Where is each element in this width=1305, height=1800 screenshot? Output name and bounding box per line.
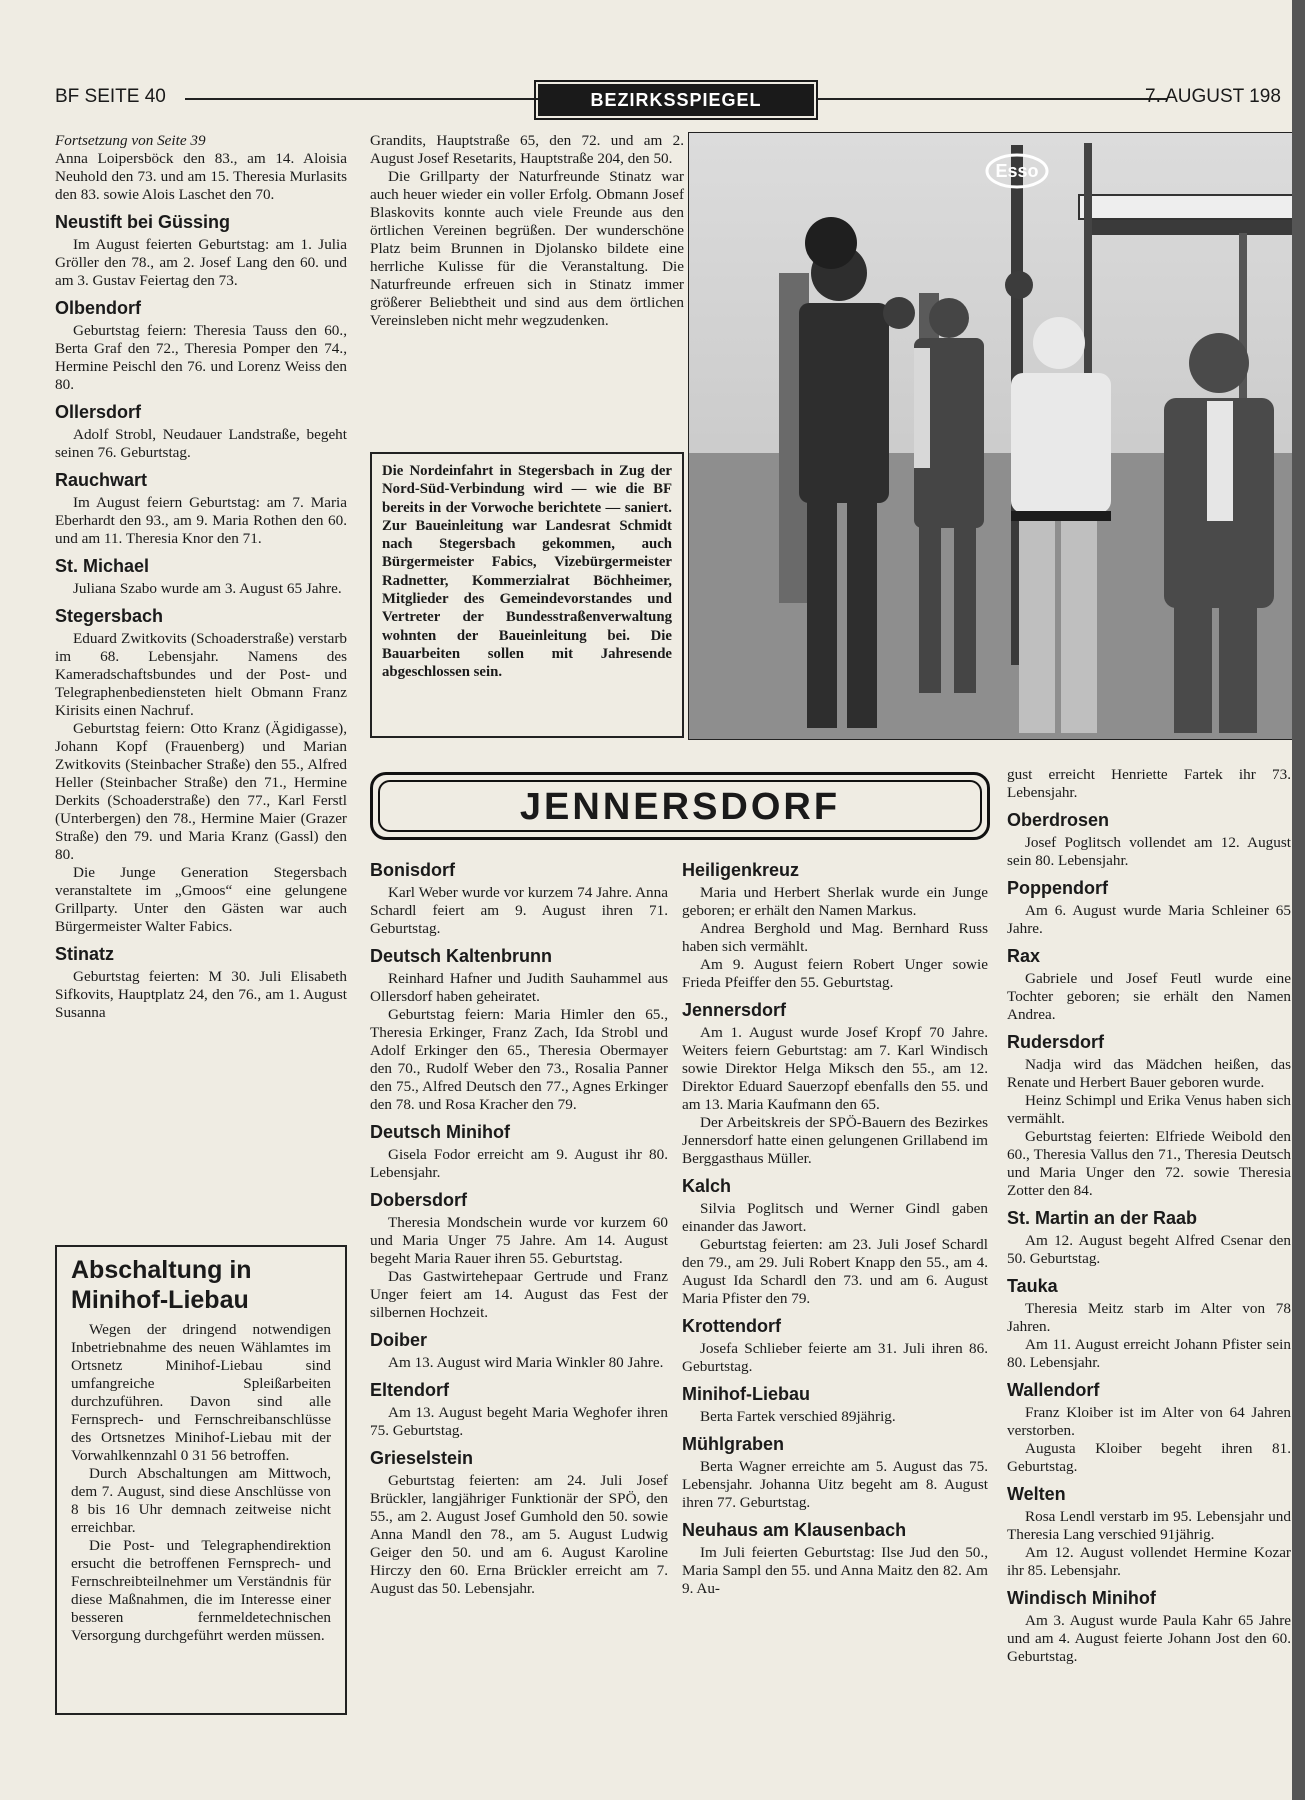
place-heading: Ollersdorf (55, 402, 142, 422)
article-text: Karl Weber wurde vor kurzem 74 Jahre. Anna Schardl feiert am 9. August ihren 71. Geburtstag. (370, 884, 668, 937)
article-text: Geburtstag feierten: am 23. Juli Josef Schardl den 79., am 29. Juli Robert Knapp den 55., am 4. August Ida Schardl den 73. und am 6. August Maria Pfister den 79. (682, 1236, 988, 1307)
article-text: Adolf Strobl, Neudauer Landstraße, begeht seinen 76. Geburtstag. (55, 426, 347, 461)
esso-sign-text: Esso (995, 161, 1039, 181)
article-text: Am 13. August begeht Maria Weghofer ihren 75. Geburtstag. (370, 1404, 668, 1439)
place-heading: Neuhaus am Klausenbach (682, 1520, 907, 1540)
place-heading: Dobersdorf (370, 1190, 468, 1210)
place-heading: Oberdrosen (1007, 810, 1110, 830)
article-text: Berta Fartek verschied 89jährig. (700, 1408, 896, 1425)
news-photo (688, 132, 1295, 740)
place-heading: St. Michael (55, 556, 150, 576)
article-text: Silvia Poglitsch und Werner Gindl gaben einander das Jawort. (682, 1200, 988, 1235)
column-4 (1007, 766, 1291, 1666)
article-text: Am 9. August feiern Robert Unger sowie Frieda Pfeiffer den 55. Geburtstag. (682, 956, 988, 991)
place-heading: Deutsch Minihof (370, 1122, 510, 1142)
article-text: Grandits, Hauptstraße 65, den 72. und am 2. August Josef Resetarits, Hauptstraße 204, den 50. (370, 132, 684, 167)
section-banner (370, 772, 990, 840)
article-text: Gabriele und Josef Feutl wurde eine Tochter geboren; sie erhält den Namen Andrea. (1007, 970, 1291, 1023)
scan-edge (1292, 0, 1305, 1800)
article-text: Juliana Szabo wurde am 3. August 65 Jahre. (73, 580, 342, 597)
place-heading: Deutsch Kaltenbrunn (370, 946, 553, 966)
article-text: Am 6. August wurde Maria Schleiner 65 Jahre. (1007, 902, 1291, 937)
notice-box (55, 1245, 347, 1715)
place-heading: St. Martin an der Raab (1007, 1208, 1198, 1228)
column-3 (682, 852, 988, 1598)
place-heading: Rax (1007, 946, 1041, 966)
notice-text: Wegen der dringend notwendigen Inbetriebnahme des neuen Wählamtes im Ortsnetz Minihof-Liebau sind umfangreiche Spleißarbeiten durchzuführen. Davon sind alle Fernsprech- und Fernschreibanschlüsse des Ortsnetzes Minihof-Liebau mit der Vorwahlkennzahl 0 31 56 betroffen. (71, 1321, 331, 1464)
article-text: Der Arbeitskreis der SPÖ-Bauern des Bezirkes Jennersdorf hatte einen gelungenen Grillabend im Berggasthaus Müller. (682, 1114, 988, 1167)
article-text: Am 13. August wird Maria Winkler 80 Jahre. (388, 1354, 664, 1371)
header-rule-left (185, 98, 560, 100)
article-text: Eduard Zwitkovits (Schoaderstraße) verstarb im 68. Lebensjahr. Namens des Kameradschaftsbundes und der Post- und Telegraphenbediensteten hielt Obmann Franz Kirisits einen Nachruf. (55, 630, 347, 719)
continuation-note: Fortsetzung von Seite 39 (55, 132, 206, 149)
place-heading: Minihof-Liebau (682, 1384, 810, 1404)
article-text: Am 3. August wurde Paula Kahr 65 Jahre und am 4. August feierte Johann Jost den 60. Geburtstag. (1007, 1612, 1291, 1665)
article-text: Reinhard Hafner und Judith Sauhammel aus Ollersdorf haben geheiratet. (370, 970, 668, 1005)
article-text: Im August feierten Geburtstag: am 1. Julia Gröller den 78., am 2. Josef Lang den 60. und am 3. Gustav Feiertag den 73. (55, 236, 347, 289)
place-heading: Poppendorf (1007, 878, 1108, 898)
place-heading: Wallendorf (1007, 1380, 1100, 1400)
place-heading: Stegersbach (55, 606, 164, 626)
place-heading: Olbendorf (55, 298, 141, 318)
article-text: Das Gastwirtehepaar Gertrude und Franz Unger feiert am 14. August das Fest der silbernen Hochzeit. (370, 1268, 668, 1321)
notice-text: Die Post- und Telegraphendirektion ersucht die betroffenen Fernsprech- und Fernschreibteilnehmer um Verständnis für diese Maßnahmen, die im Interesse einer besseren fernmeldetechnischen Versorgung durchgeführt werden müssen. (71, 1537, 331, 1644)
banner-title: JENNERSDORF (378, 780, 982, 832)
article-text: Im Juli feierten Geburtstag: Ilse Jud den 50., Maria Sampl den 55. und Anna Maitz den 82. Am 9. Au- (682, 1544, 988, 1597)
article-text: Franz Kloiber ist im Alter von 64 Jahren verstorben. (1007, 1404, 1291, 1439)
article-text: gust erreicht Henriette Fartek ihr 73. Lebensjahr. (1007, 766, 1291, 801)
place-heading: Heiligenkreuz (682, 860, 800, 880)
article-text: Gisela Fodor erreicht am 9. August ihr 80. Lebensjahr. (370, 1146, 668, 1181)
article-text: Am 12. August begeht Alfred Csenar den 50. Geburtstag. (1007, 1232, 1291, 1267)
section-title: BEZIRKSSPIEGEL (538, 84, 814, 116)
article-text: Josef Poglitsch vollendet am 12. August sein 80. Lebensjahr. (1007, 834, 1291, 869)
place-heading: Neustift bei Güssing (55, 212, 231, 232)
article-text: Maria und Herbert Sherlak wurde ein Junge geboren; er erhält den Namen Markus. (682, 884, 988, 919)
article-text: Berta Wagner erreichte am 5. August das 75. Lebensjahr. Johanna Uitz begeht am 8. August ihren 77. Geburtstag. (682, 1458, 988, 1511)
article-text: Geburtstag feierten: M 30. Juli Elisabeth Sifkovits, Hauptplatz 24, den 76., am 1. August Susanna (55, 968, 347, 1021)
place-heading: Doiber (370, 1330, 428, 1350)
place-heading: Rudersdorf (1007, 1032, 1105, 1052)
place-heading: Welten (1007, 1484, 1066, 1504)
article-text: Josefa Schlieber feierte am 31. Juli ihren 86. Geburtstag. (682, 1340, 988, 1375)
place-heading: Jennersdorf (682, 1000, 787, 1020)
place-heading: Tauka (1007, 1276, 1058, 1296)
article-text: Heinz Schimpl und Erika Venus haben sich vermählt. (1007, 1092, 1291, 1127)
place-heading: Eltendorf (370, 1380, 449, 1400)
column-2-top (370, 132, 684, 330)
article-text: Rosa Lendl verstarb im 95. Lebensjahr und Theresia Lang verschied 91jährig. (1007, 1508, 1291, 1543)
place-heading: Windisch Minihof (1007, 1588, 1156, 1608)
place-heading: Grieselstein (370, 1448, 474, 1468)
issue-date: 7. AUGUST 198 (1145, 86, 1281, 107)
article-text: Theresia Meitz starb im Alter von 78 Jahren. (1007, 1300, 1291, 1335)
article-text: Geburtstag feierten: am 24. Juli Josef Brückler, langjähriger Funktionär der SPÖ, den 55., am 2. August Josef Gumhold den 50. sowie Anna Mandl den 78., am 5. August Ludwig Geiger den 50. und am 6. August Karoline Hirczy den 60. Erna Brückler erreicht am 7. August das 50. Lebensjahr. (370, 1472, 668, 1597)
article-text: Geburtstag feierten: Elfriede Weibold den 60., Theresia Vallus den 71., Theresia Deutsch und Maria Unger den 72. sowie Theresia Zotter den 84. (1007, 1128, 1291, 1199)
article-text: Theresia Mondschein wurde vor kurzem 60 und Maria Unger 75 Jahre. Am 14. August begeht Maria Rauer ihren 55. Geburtstag. (370, 1214, 668, 1267)
place-heading: Stinatz (55, 944, 115, 964)
place-heading: Rauchwart (55, 470, 148, 490)
article-text: Geburtstag feiern: Maria Himler den 65., Theresia Erkinger, Franz Zach, Ida Strobl und Adolf Erkinger den 65., Theresia Obermayer den 70., Rudolf Weber den 73., Rosalia Panner den 75., Alfred Deutsch den 77., Agnes Erkinger den 78. und Rosa Kracher den 79. (370, 1006, 668, 1113)
page-header (55, 84, 1295, 114)
article-text: Andrea Berghold und Mag. Bernhard Russ haben sich vermählt. (682, 920, 988, 955)
place-heading: Kalch (682, 1176, 732, 1196)
place-heading: Bonisdorf (370, 860, 455, 880)
page-number: BF SEITE 40 (55, 86, 166, 107)
article-text: Geburtstag feiern: Otto Kranz (Ägidigasse), Johann Kopf (Frauenberg) und Marian Zwitkovits (Steinbacher Straße) den 55., Alfred Heller (Steinbacher Straße) den 71., Hermine Derkits (Schoaderstraße) den 77., Karl Ferstl (Unterbergen) den 78., Hermine Maier (Grazer Straße) den 79. und Maria Kranz (Gassl) den 80. (55, 720, 347, 863)
article-text: Im August feiern Geburtstag: am 7. Maria Eberhardt den 93., am 9. Maria Rothen den 60. und am 11. Theresia Knor den 71. (55, 494, 347, 547)
column-2 (370, 852, 668, 1598)
article-text: Am 1. August wurde Josef Kropf 70 Jahre. Weiters feiern Geburtstag: am 7. Karl Windisch sowie Direktor Helga Miksch den 55., am 12. Direktor Eduard Sauerzopf ebenfalls den 55. und am 13. Maria Kaufmann den 65. (682, 1024, 988, 1113)
article-text: Am 12. August vollendet Hermine Kozar ihr 85. Lebensjahr. (1007, 1544, 1291, 1579)
notice-text: Durch Abschaltungen am Mittwoch, dem 7. August, sind diese Anschlüsse von 8 bis 16 Uhr demnach zeitweise nicht erreichbar. (71, 1465, 331, 1536)
article-text: Nadja wird das Mädchen heißen, das Renate und Herbert Bauer geboren wurde. (1007, 1056, 1291, 1091)
article-text: Am 11. August erreicht Johann Pfister sein 80. Lebensjahr. (1007, 1336, 1291, 1371)
article-text: Anna Loipersböck den 83., am 14. Aloisia Neuhold den 73. und am 15. Theresia Murlasits den 83. sowie Alois Laschet den 70. (55, 150, 347, 203)
article-text: Die Junge Generation Stegersbach veranstaltete im „Gmoos“ eine gelungene Grillparty. Unter den Gästen war auch Bürgermeister Walter Fabics. (55, 864, 347, 935)
header-rule-right (817, 98, 1167, 100)
column-1 (55, 132, 347, 1022)
place-heading: Mühlgraben (682, 1434, 784, 1454)
place-heading: Krottendorf (682, 1316, 781, 1336)
photo-illustration (689, 133, 1294, 739)
photo-caption: Die Nordeinfahrt in Stegersbach in Zug der Nord-Süd-Verbindung wird — wie die BF bereits in der Vorwoche berichtete — saniert. Zur Baueinleitung war Landesrat Schmidt nach Stegersbach gekommen, auch Bürgermeister Fabics, Vizebürgermeister Radnetter, Kommerzialrat Böchheimer, Mitglieder des Gemeindevorstandes und Vertreter der Bundesstraßenverwaltung wohnten der Baueinleitung bei. Die Bauarbeiten sollen mit Jahresende abgeschlossen sein. (370, 452, 684, 738)
notice-title: Abschaltung in Minihof-Liebau (71, 1256, 252, 1314)
article-text: Augusta Kloiber begeht ihren 81. Geburtstag. (1007, 1440, 1291, 1475)
article-text: Geburtstag feiern: Theresia Tauss den 60., Berta Graf den 72., Theresia Pomper den 74., Hermine Peischl den 76. und Lorenz Weiss den 80. (55, 322, 347, 393)
article-text: Die Grillparty der Naturfreunde Stinatz war auch heuer wieder ein voller Erfolg. Obmann Josef Blaskovits konnte auch viele Freunde aus den örtlichen Vereinen begrüßen. Der wunderschöne Platz beim Brunnen in Djolansko bildete eine herrliche Kulisse für die Veranstaltung. Die Naturfreunde erfreuen sich in Stinatz immer größerer Beliebtheit und sind aus dem örtlichen Vereinsleben nicht mehr wegzudenken. (370, 168, 684, 329)
